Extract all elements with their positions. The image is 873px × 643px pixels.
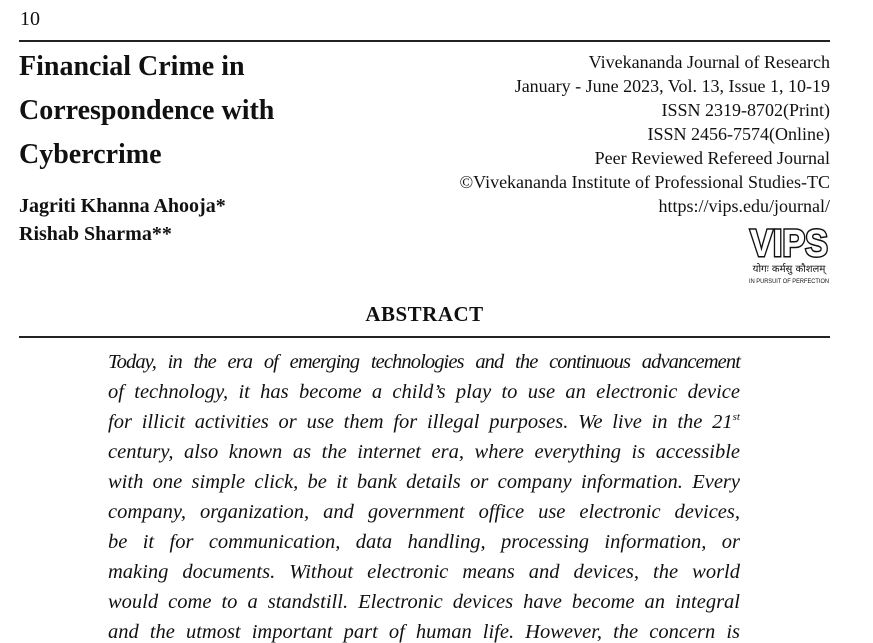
title-line: Financial Crime in <box>19 51 245 82</box>
abstract-line <box>108 407 740 437</box>
logo-motto: IN PURSUIT OF PERFECTION <box>749 278 829 285</box>
title-line: Correspondence with <box>19 95 275 126</box>
copyright: ©Vivekananda Institute of Professional Studies-TC <box>459 172 830 192</box>
issn-print: ISSN 2319-8702(Print) <box>661 100 830 120</box>
abstract-line: of technology, it has become a child’s play to use an electronic device <box>108 381 740 403</box>
author-name: Jagriti Khanna Ahooja* <box>19 195 226 217</box>
journal-url[interactable]: https://vips.edu/journal/ <box>658 196 830 216</box>
issn-online: ISSN 2456-7574(Online) <box>647 124 830 144</box>
article-title <box>19 45 359 177</box>
abstract-line: making documents. Without electronic means and devices, the world <box>108 561 740 583</box>
abstract-heading: ABSTRACT <box>365 302 484 326</box>
abstract-line: company, organization, and government office use electronic devices, <box>108 501 740 523</box>
page-number: 10 <box>20 8 40 30</box>
abstract-divider <box>19 336 830 338</box>
ordinal-superscript: st <box>732 411 740 423</box>
journal-info <box>459 50 830 218</box>
journal-name: Vivekananda Journal of Research <box>588 52 830 72</box>
header-divider <box>19 40 830 42</box>
logo-wordmark: VIPS <box>750 223 828 265</box>
abstract-line: century, also known as the internet era, where everything is accessible <box>108 441 740 463</box>
abstract-line: be it for communication, data handling, processing information, or <box>108 531 740 553</box>
review-status: Peer Reviewed Refereed Journal <box>594 148 830 168</box>
journal-issue: January - June 2023, Vol. 13, Issue 1, 10-19 <box>514 76 830 96</box>
logo-tagline: योगः कर्मसु कौशलम् <box>752 264 826 275</box>
author-name: Rishab Sharma** <box>19 223 172 245</box>
abstract-line-text: for illicit activities or use them for illegal purposes. We live in the 21 <box>108 411 733 433</box>
abstract-line: Today, in the era of emerging technologies and the continuous advancement <box>108 351 740 373</box>
abstract-line: would come to a standstill. Electronic devices have become an integral <box>108 591 740 613</box>
abstract-line: with one simple click, be it bank details or company information. Every <box>108 471 740 493</box>
title-line: Cybercrime <box>19 139 162 170</box>
vips-logo <box>748 222 830 286</box>
abstract-line: and the utmost important part of human life. However, the concern is <box>108 621 740 643</box>
abstract-text <box>108 347 740 643</box>
author-list <box>19 192 226 248</box>
